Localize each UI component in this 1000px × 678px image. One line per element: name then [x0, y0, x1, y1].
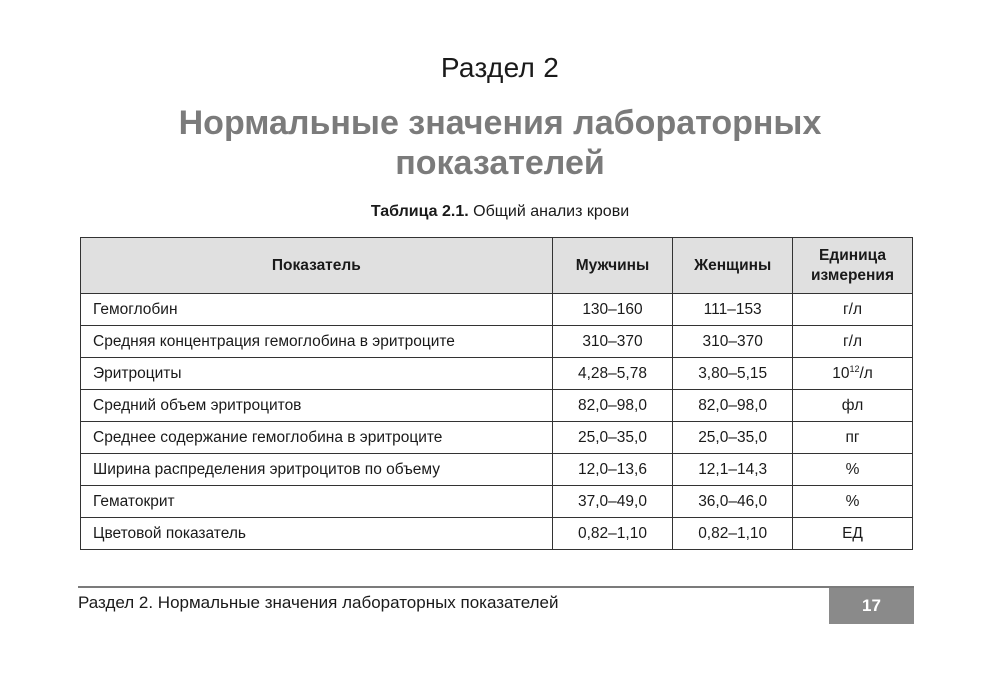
page-title: Нормальные значения лабораторных показателей [178, 104, 822, 182]
footer-divider [78, 586, 914, 588]
cell-parameter: Цветовой показатель [81, 518, 553, 550]
cell-parameter: Средний объем эритроцитов [81, 390, 553, 422]
cell-female: 310–370 [673, 326, 793, 358]
cell-parameter: Ширина распределения эритроцитов по объему [81, 454, 553, 486]
cell-parameter: Среднее содержание гемоглобина в эритроците [81, 422, 553, 454]
unit-tail: /л [859, 365, 873, 382]
unit-exponent: 12 [849, 364, 860, 374]
cell-female: 111–153 [673, 294, 793, 326]
header-unit: Единица измерения [793, 238, 913, 294]
running-footer: Раздел 2. Нормальные значения лабораторных показателей [78, 593, 559, 612]
cell-female: 0,82–1,10 [673, 518, 793, 550]
table-caption [0, 203, 1000, 221]
cell-male: 25,0–35,0 [552, 422, 673, 454]
table-caption-text: Общий анализ крови [468, 203, 630, 220]
table-row [81, 294, 913, 326]
unit-base: 10 [832, 365, 850, 382]
blood-analysis-table [80, 237, 913, 550]
table-row [81, 454, 913, 486]
cell-female: 3,80–5,15 [673, 358, 793, 390]
cell-male: 4,28–5,78 [552, 358, 673, 390]
cell-unit: пг [793, 422, 913, 454]
table-row [81, 422, 913, 454]
cell-unit [793, 358, 913, 390]
cell-male: 0,82–1,10 [552, 518, 673, 550]
cell-parameter: Гемоглобин [81, 294, 553, 326]
table-row [81, 358, 913, 390]
table-caption-label: Таблица 2.1. [370, 203, 469, 220]
cell-parameter: Эритроциты [81, 358, 553, 390]
section-label: Раздел 2 [440, 52, 560, 83]
cell-unit: % [793, 486, 913, 518]
cell-male: 37,0–49,0 [552, 486, 673, 518]
cell-female: 36,0–46,0 [673, 486, 793, 518]
cell-female: 12,1–14,3 [673, 454, 793, 486]
cell-male: 82,0–98,0 [552, 390, 673, 422]
table-header-row [81, 238, 913, 294]
table-row [81, 390, 913, 422]
cell-unit: фл [793, 390, 913, 422]
cell-unit: % [793, 454, 913, 486]
cell-male: 310–370 [552, 326, 673, 358]
table-row [81, 486, 913, 518]
header-female: Женщины [673, 238, 793, 294]
header-male: Мужчины [552, 238, 673, 294]
cell-female: 25,0–35,0 [673, 422, 793, 454]
cell-male: 12,0–13,6 [552, 454, 673, 486]
page-number: 17 [829, 588, 914, 624]
header-parameter: Показатель [81, 238, 553, 294]
cell-unit: г/л [793, 294, 913, 326]
cell-parameter: Средняя концентрация гемоглобина в эритроците [81, 326, 553, 358]
cell-unit: ЕД [793, 518, 913, 550]
table-row [81, 518, 913, 550]
cell-parameter: Гематокрит [81, 486, 553, 518]
cell-male: 130–160 [552, 294, 673, 326]
cell-unit: г/л [793, 326, 913, 358]
cell-female: 82,0–98,0 [673, 390, 793, 422]
table-row [81, 326, 913, 358]
